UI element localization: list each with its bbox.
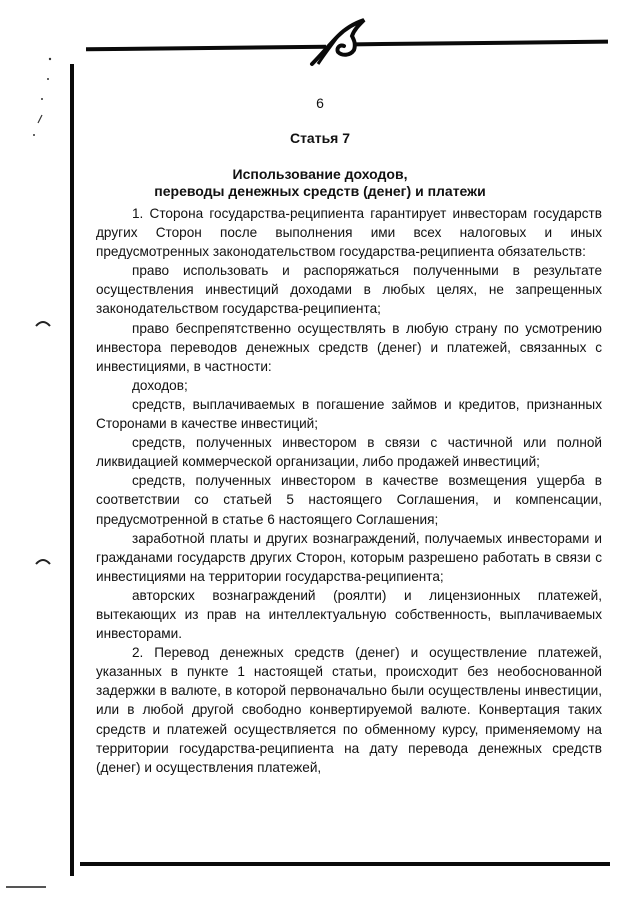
paragraph: 1. Сторона государства-реципиента гарантирует инвесторам государств других Сторон после выполнения ими всех налоговых и иных предусмотренных законодательством государства-реципиента обязательств: xyxy=(96,206,602,260)
bottom-border-line xyxy=(80,862,610,866)
section-title-line2: переводы денежных средств (денег) и платежи xyxy=(154,183,486,199)
article-body xyxy=(96,204,602,777)
stamp-mark-icon xyxy=(308,14,368,70)
paragraph: доходов; xyxy=(132,377,188,393)
paragraph: 2. Перевод денежных средств (денег) и осуществление платежей, указанных в пункте 1 настоящей статьи, происходит без необоснованной задержки в валюте, в которой первоначально были осуществлены инвестиции, или в любой другой свободно конвертируемой валюте. Конвертация таких средств и платежей осуществляется по обменному курсу, применяемому на территории государства-реципиента на дату перевода денежных средств (денег) и осуществления платежей, xyxy=(96,645,602,775)
page-number: 6 xyxy=(316,95,324,111)
paragraph: право беспрепятственно осуществлять в любую страну по усмотрению инвестора переводов денежных средств (денег) и платежей, связанных с инвестициями, в частности: xyxy=(96,320,602,374)
paragraph: заработной платы и других вознаграждений, получаемых инвесторами и гражданами государств других Сторон, которым разрешено работать в связи с инвестициями на территории государства-реципиента; xyxy=(96,530,602,584)
paragraph: право использовать и распоряжаться полученными в результате осуществления инвестиций доходами в любых целях, не запрещенных законодательством государства-реципиента; xyxy=(96,263,602,317)
paragraph: средств, полученных инвестором в качестве возмещения ущерба в соответствии со статьей 5 настоящего Соглашения, и компенсации, предусмотренной в статье 6 настоящего Соглашения; xyxy=(96,473,602,527)
section-title xyxy=(0,166,640,200)
paragraph: средств, полученных инвестором в связи с частичной или полной ликвидацией коммерческой организации, либо продажей инвестиций; xyxy=(96,435,602,470)
section-title-line1: Использование доходов, xyxy=(232,166,408,182)
top-border-line-left xyxy=(86,45,326,52)
paragraph: авторских вознаграждений (роялти) и лицензионных платежей, вытекающих из прав на интеллектуальную собственность, выплачиваемых инвесторами. xyxy=(96,587,602,642)
paragraph: средств, выплачиваемых в погашение займов и кредитов, признанных Сторонами в качестве инвестиций; xyxy=(96,396,602,432)
bottom-corner-line xyxy=(6,886,46,888)
article-title: Статья 7 xyxy=(289,130,351,146)
hole-punch-mark-icon xyxy=(34,318,52,328)
top-border-line-right xyxy=(354,40,608,47)
hole-punch-mark-icon xyxy=(34,556,52,566)
